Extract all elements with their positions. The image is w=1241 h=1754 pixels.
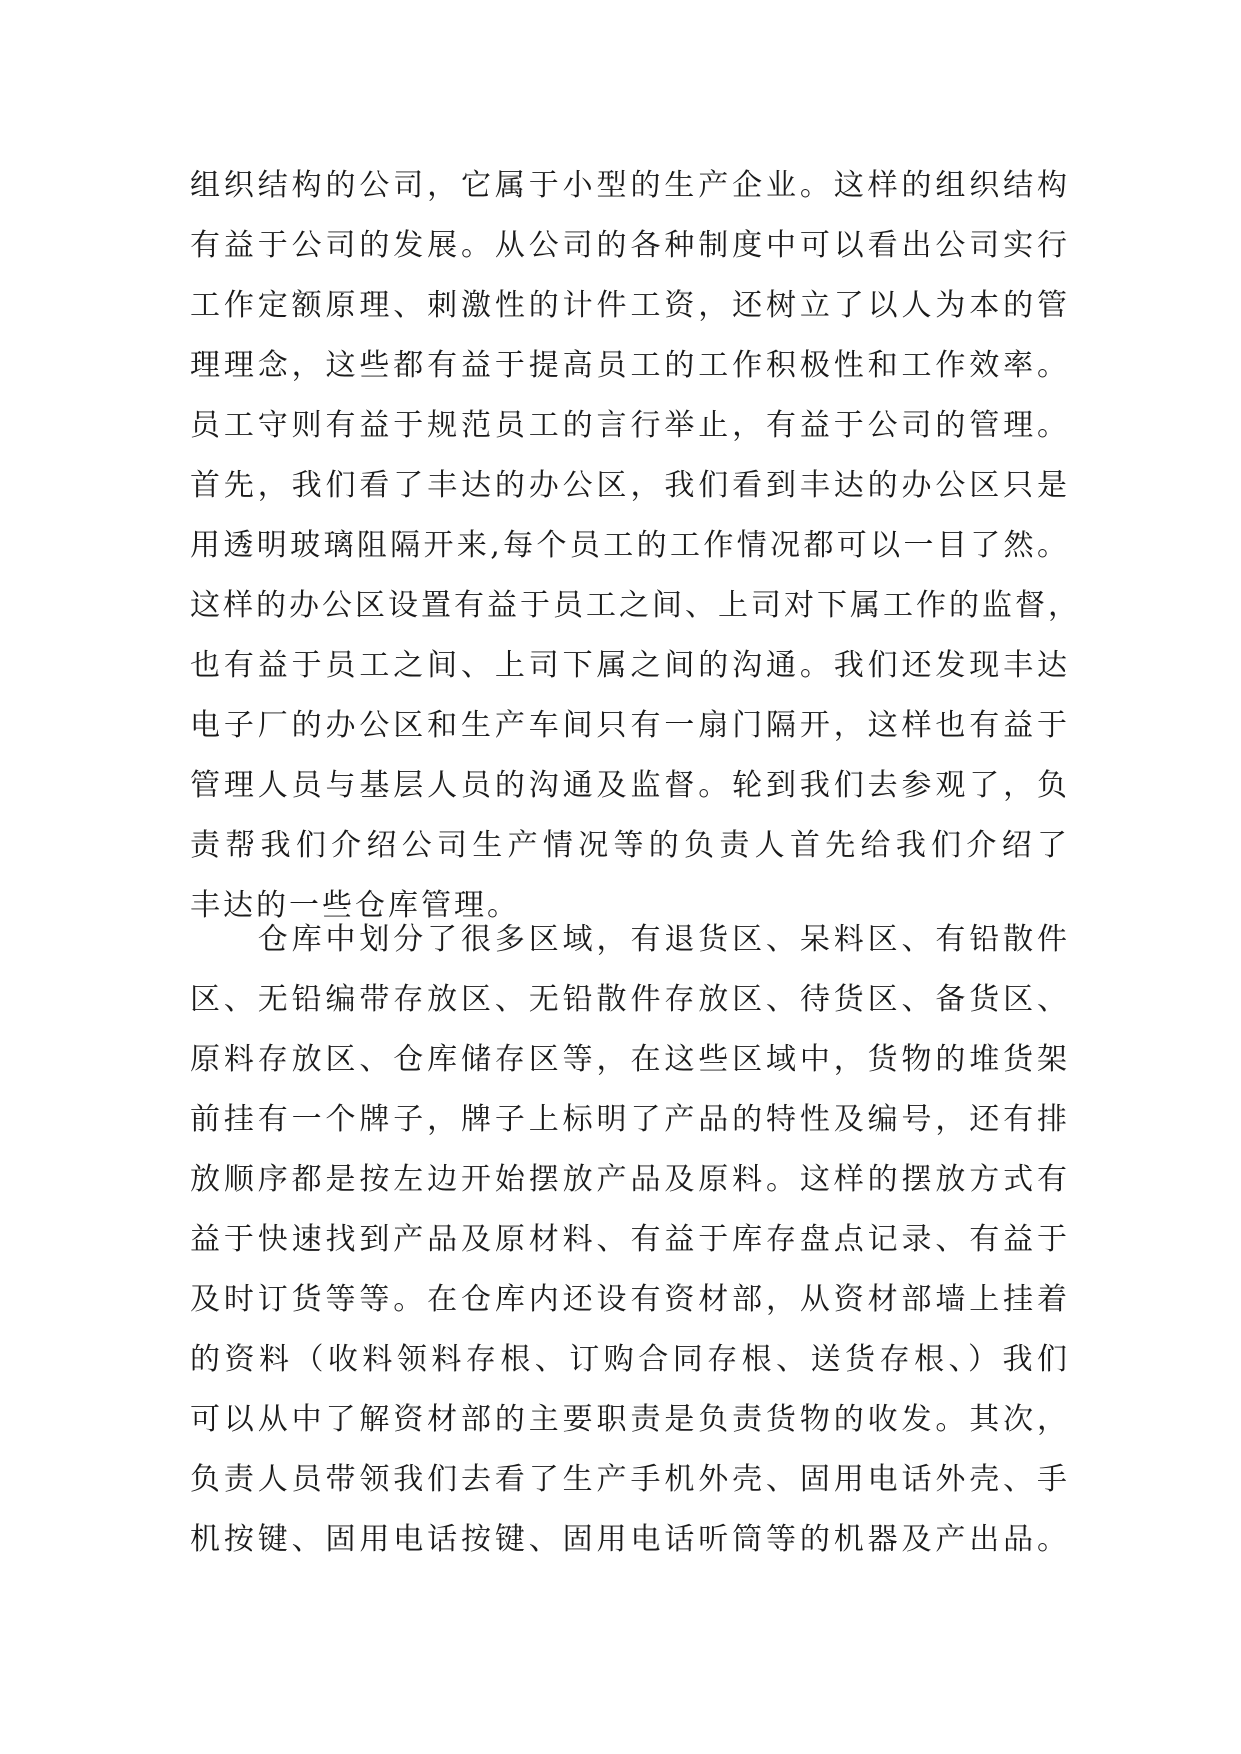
paragraph-line: 管理人员与基层人员的沟通及监督。轮到我们去参观了，负 bbox=[190, 768, 1070, 803]
paragraph-1 bbox=[190, 156, 1081, 936]
paragraph-line: 区、无铅编带存放区、无铅散件存放区、待货区、备货区、 bbox=[190, 982, 1070, 1017]
paragraph-line: 的资料（收料领料存根、订购合同存根、送货存根、）我们 bbox=[190, 1342, 1070, 1377]
paragraph-line: 责帮我们介绍公司生产情况等的负责人首先给我们介绍了 bbox=[190, 828, 1070, 863]
paragraph-line: 组织结构的公司，它属于小型的生产企业。这样的组织结构 bbox=[190, 168, 1070, 203]
paragraph-line: 理理念，这些都有益于提高员工的工作积极性和工作效率。 bbox=[190, 348, 1070, 383]
paragraph-line: 可以从中了解资材部的主要职责是负责货物的收发。其次， bbox=[190, 1402, 1070, 1437]
paragraph-line: 及时订货等等。在仓库内还设有资材部，从资材部墙上挂着 bbox=[190, 1282, 1070, 1317]
paragraph-line: 工作定额原理、刺激性的计件工资，还树立了以人为本的管 bbox=[190, 288, 1070, 323]
paragraph-line: 首先，我们看了丰达的办公区，我们看到丰达的办公区只是 bbox=[190, 468, 1070, 503]
paragraph-line: 这样的办公区设置有益于员工之间、上司对下属工作的监督， bbox=[190, 588, 1081, 623]
paragraph-line: 前挂有一个牌子，牌子上标明了产品的特性及编号，还有排 bbox=[190, 1102, 1070, 1137]
paragraph-line: 放顺序都是按左边开始摆放产品及原料。这样的摆放方式有 bbox=[190, 1162, 1070, 1197]
paragraph-line: 益于快速找到产品及原材料、有益于库存盘点记录、有益于 bbox=[190, 1222, 1070, 1257]
paragraph-line: 员工守则有益于规范员工的言行举止，有益于公司的管理。 bbox=[190, 408, 1070, 443]
paragraph-line: 也有益于员工之间、上司下属之间的沟通。我们还发现丰达 bbox=[190, 648, 1070, 683]
paragraph-line: 负责人员带领我们去看了生产手机外壳、固用电话外壳、手 bbox=[190, 1462, 1070, 1497]
paragraph-line: 仓库中划分了很多区域，有退货区、呆料区、有铅散件 bbox=[190, 922, 1070, 957]
paragraph-line: 丰达的一些仓库管理。 bbox=[190, 888, 520, 923]
paragraph-line: 电子厂的办公区和生产车间只有一扇门隔开，这样也有益于 bbox=[190, 708, 1070, 743]
paragraph-2 bbox=[190, 910, 1070, 1570]
paragraph-line: 有益于公司的发展。从公司的各种制度中可以看出公司实行 bbox=[190, 228, 1070, 263]
paragraph-line: 用透明玻璃阻隔开来,每个员工的工作情况都可以一目了然。 bbox=[190, 528, 1070, 563]
paragraph-line: 原料存放区、仓库储存区等，在这些区域中，货物的堆货架 bbox=[190, 1042, 1070, 1077]
paragraph-line: 机按键、固用电话按键、固用电话听筒等的机器及产出品。 bbox=[190, 1522, 1070, 1557]
